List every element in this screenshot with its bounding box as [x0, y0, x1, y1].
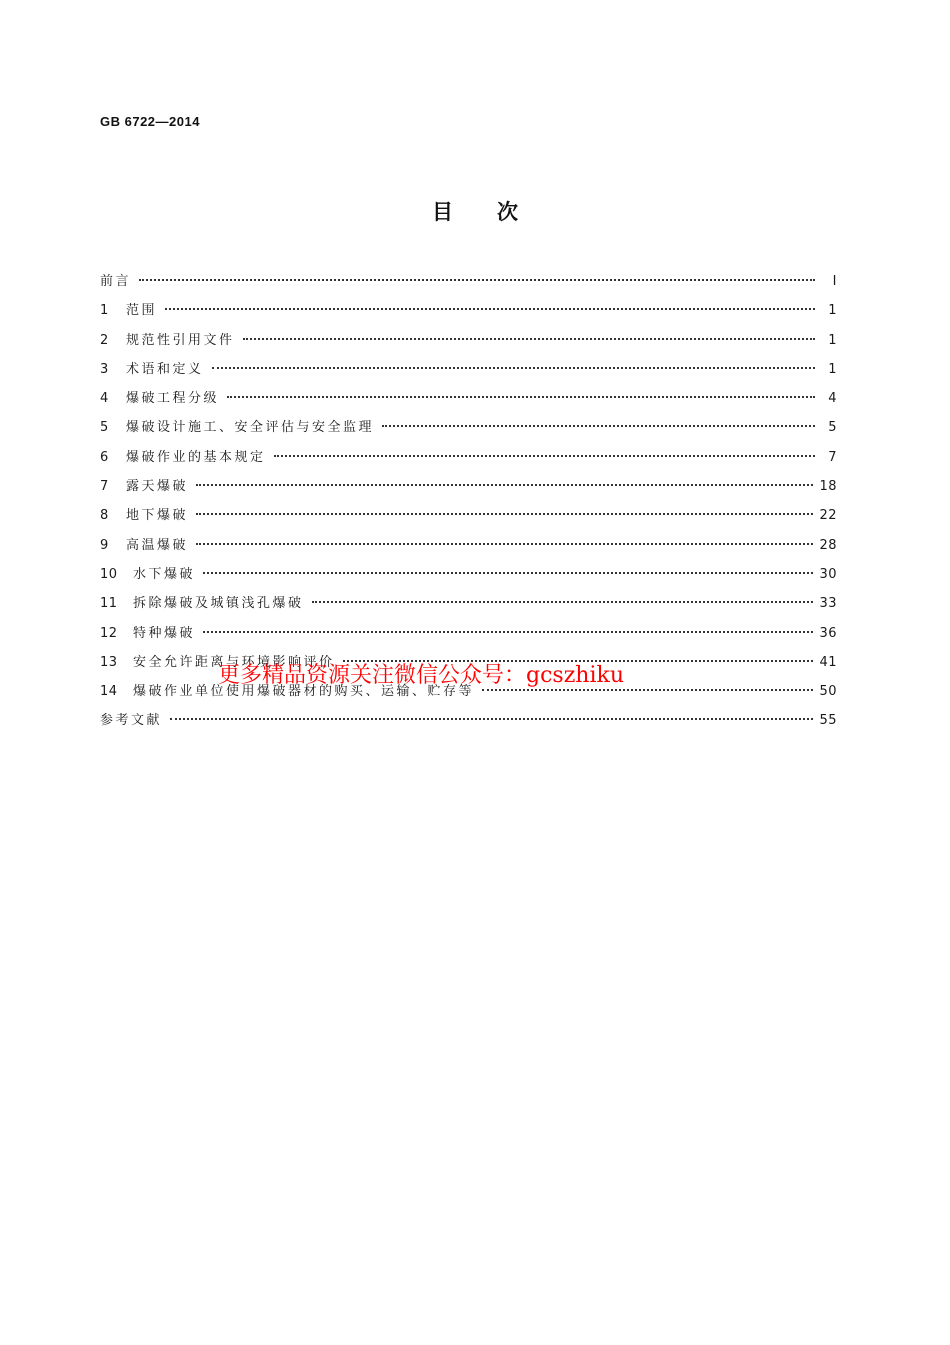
toc-entry-label: 安全允许距离与环境影响评价	[133, 654, 335, 670]
toc-page-number: 50	[819, 684, 837, 700]
toc-entry-label: 露天爆破	[126, 479, 189, 495]
toc-section-number: 2	[100, 332, 109, 348]
toc-entry-label: 水下爆破	[133, 566, 196, 582]
toc-leader-dots	[312, 601, 814, 603]
toc-entry-label: 前言	[100, 274, 132, 289]
toc-entry-1[interactable]	[100, 299, 837, 328]
toc-title: 目次	[432, 200, 562, 224]
toc-leader-dots	[165, 308, 815, 310]
toc-section-number: 13	[100, 654, 118, 670]
watermark-text: 更多精品资源关注微信公众号：gcszhiku	[218, 663, 624, 688]
toc-entry-label: 高温爆破	[126, 537, 189, 553]
toc-entry-10[interactable]	[100, 563, 837, 592]
toc-section-number: 14	[100, 684, 118, 700]
toc-entry-label: 地下爆破	[126, 508, 189, 524]
toc-leader-dots	[227, 396, 815, 398]
toc-entry-label: 参考文献	[100, 713, 163, 729]
toc-entry-label: 拆除爆破及城镇浅孔爆破	[133, 596, 304, 612]
toc-entry-foreword[interactable]	[100, 270, 837, 299]
toc-section-number: 11	[100, 596, 118, 612]
toc-page-number: 33	[819, 596, 837, 612]
toc-page-number: 7	[828, 449, 837, 465]
toc-section-number: 4	[100, 391, 109, 407]
toc-leader-dots	[382, 425, 815, 427]
toc-entry-7[interactable]	[100, 475, 837, 504]
toc-entry-references[interactable]	[100, 709, 837, 738]
toc-page-number: 22	[819, 508, 837, 524]
document-code: GB 6722—2014	[100, 114, 200, 129]
toc-entry-9[interactable]	[100, 534, 837, 563]
toc-entry-4[interactable]	[100, 387, 837, 416]
toc-entry-label: 爆破工程分级	[126, 391, 220, 407]
toc-entry-5[interactable]	[100, 416, 837, 445]
toc-page-number: 5	[828, 420, 837, 436]
toc-entry-12[interactable]	[100, 622, 837, 651]
toc-page-number: 36	[819, 625, 837, 641]
toc-entry-label: 范围	[126, 303, 158, 319]
toc-section-number: 8	[100, 508, 109, 524]
toc-leader-dots	[274, 455, 815, 457]
toc-page-number: 30	[819, 566, 837, 582]
toc-page-number: 1	[828, 361, 837, 377]
toc-entry-2[interactable]	[100, 329, 837, 358]
toc-entry-label: 术语和定义	[126, 361, 204, 377]
toc-entry-label: 爆破作业单位使用爆破器材的购买、运输、贮存等	[133, 684, 475, 700]
toc-leader-dots	[196, 484, 813, 486]
toc-leader-dots	[196, 513, 813, 515]
toc-leader-dots	[170, 718, 813, 720]
toc-leader-dots	[139, 279, 815, 281]
toc-entry-11[interactable]	[100, 592, 837, 621]
toc-section-number: 9	[100, 537, 109, 553]
toc-section-number: 10	[100, 566, 118, 582]
toc-section-number: 3	[100, 361, 109, 377]
toc-section-number: 5	[100, 420, 109, 436]
toc-leader-dots	[482, 689, 813, 691]
toc-entry-6[interactable]	[100, 446, 837, 475]
toc-page-number: 18	[819, 479, 837, 495]
toc-section-number: 6	[100, 449, 109, 465]
toc-leader-dots	[203, 631, 813, 633]
toc-entry-label: 规范性引用文件	[126, 332, 235, 348]
toc-leader-dots	[196, 543, 813, 545]
toc-entry-8[interactable]	[100, 504, 837, 533]
toc-page-number: 55	[819, 713, 837, 729]
toc-leader-dots	[243, 338, 815, 340]
toc-page-number: 28	[819, 537, 837, 553]
toc-page-number: 4	[828, 391, 837, 407]
toc-leader-dots	[203, 572, 813, 574]
toc-page-number: 1	[828, 332, 837, 348]
toc-page-number: 1	[828, 303, 837, 319]
toc-entry-3[interactable]	[100, 358, 837, 387]
toc-page-number: Ⅰ	[832, 274, 837, 289]
toc-section-number: 7	[100, 479, 109, 495]
toc-entry-label: 爆破设计施工、安全评估与安全监理	[126, 420, 375, 436]
toc-leader-dots	[212, 367, 815, 369]
toc-entry-label: 特种爆破	[133, 625, 196, 641]
toc-entry-label: 爆破作业的基本规定	[126, 449, 266, 465]
toc-page-number: 41	[819, 654, 837, 670]
toc-section-number: 12	[100, 625, 118, 641]
toc-section-number: 1	[100, 303, 109, 319]
